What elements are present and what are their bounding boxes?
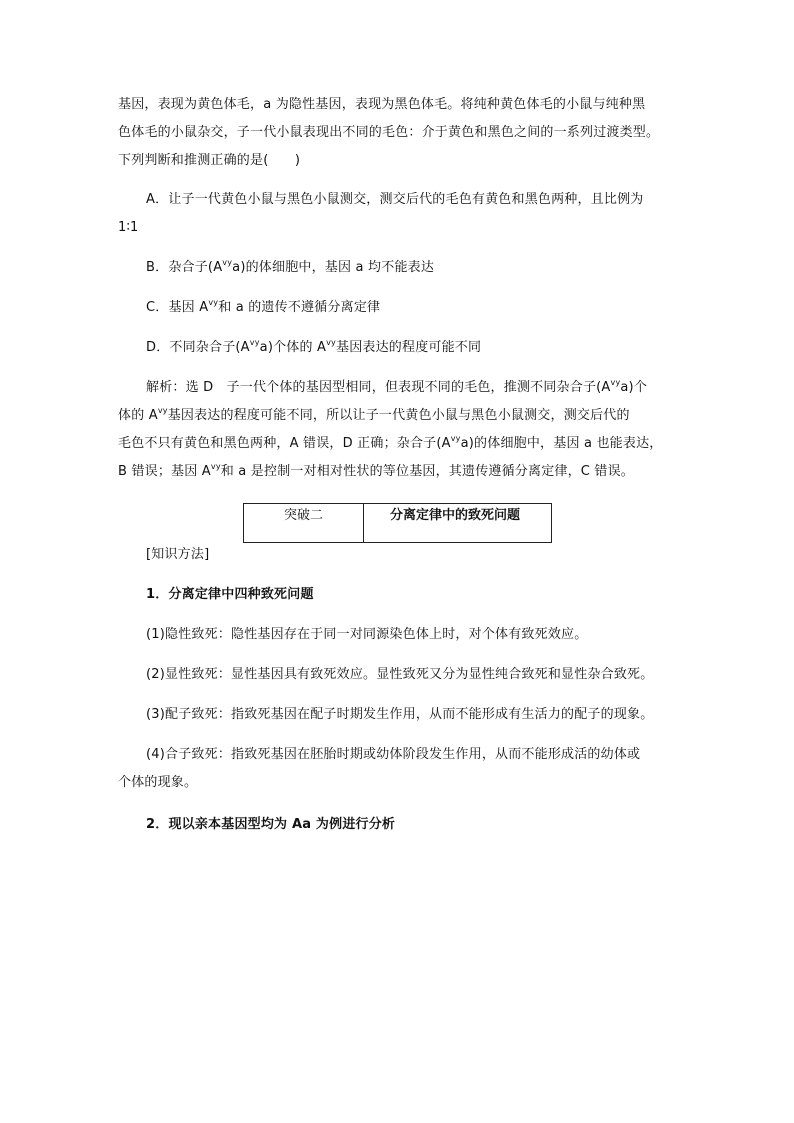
section-box-right: 分离定律中的致死问题 xyxy=(390,508,521,523)
intro-line-1: 基因，表现为黄色体毛，a 为隐性基因，表现为黑色体毛。将纯种黄色体毛的小鼠与纯种黑 xyxy=(118,97,646,112)
option-b xyxy=(146,259,434,277)
analysis-l3-post: a)的体细胞中，基因 a 也能表达， xyxy=(460,436,663,451)
section-box-divider xyxy=(363,504,364,542)
analysis-l4-post: 和 a 是控制一对相对性状的等位基因，其遗传遵循分离定律，C 错误。 xyxy=(220,464,635,479)
option-c-pre: C．基因 A xyxy=(146,300,209,315)
analysis-l1-post: a)个 xyxy=(620,380,648,395)
knowledge-tag: [知识方法] xyxy=(146,547,210,562)
knowledge-item-4-line-1: (4)合子致死：指致死基因在胚胎时期或幼体阶段发生作用，从而不能形成活的幼体或 xyxy=(146,747,641,762)
knowledge-heading-2: 2．现以亲本基因型均为 Aa 为例进行分析 xyxy=(146,817,396,832)
knowledge-item-2: (2)显性致死：显性基因具有致死效应。显性致死又分为显性纯合致死和显性杂合致死。 xyxy=(146,667,654,682)
option-b-pre: B．杂合子(A xyxy=(146,260,223,275)
option-b-post: a)的体细胞中，基因 a 均不能表达 xyxy=(232,260,435,275)
option-c-post: 和 a 的遗传不遵循分离定律 xyxy=(218,300,381,315)
option-c xyxy=(146,299,380,317)
analysis-line-1 xyxy=(146,379,647,397)
option-d-post: 基因表达的程度可能不同 xyxy=(336,340,482,355)
analysis-l2-sup: vy xyxy=(157,405,168,415)
analysis-l2-pre: 体的 A xyxy=(118,408,158,423)
analysis-l4-pre: B 错误；基因 A xyxy=(118,464,211,479)
option-b-sup: vy xyxy=(222,257,233,267)
analysis-line-3 xyxy=(118,435,662,453)
analysis-l3-pre: 毛色不只有黄色和黑色两种，A 错误，D 正确；杂合子(A xyxy=(118,436,451,451)
analysis-l1-sup: vy xyxy=(610,377,621,387)
analysis-l3-sup: vy xyxy=(450,433,461,443)
option-d-sup-2: vy xyxy=(326,337,336,347)
option-d-pre: D．不同杂合子(A xyxy=(146,340,250,355)
analysis-line-4 xyxy=(118,463,634,481)
option-d xyxy=(146,339,481,357)
intro-line-3: 下列判断和推测正确的是( ) xyxy=(118,153,301,168)
knowledge-item-3: (3)配子致死：指致死基因在配子时期发生作用，从而不能形成有生活力的配子的现象。 xyxy=(146,707,654,722)
analysis-line-2 xyxy=(118,407,630,425)
analysis-l4-sup: vy xyxy=(210,461,221,471)
section-title-box xyxy=(243,503,552,543)
intro-line-2: 色体毛的小鼠杂交，子一代小鼠表现出不同的毛色：介于黄色和黑色之间的一系列过渡类型。 xyxy=(118,125,660,140)
analysis-l2-post: 基因表达的程度可能不同，所以让子一代黄色小鼠与黑色小鼠测交，测交后代的 xyxy=(167,408,630,423)
option-c-sup: vy xyxy=(208,297,219,307)
analysis-l1-pre: 解析：选 D 子一代个体的基因型相同，但表现不同的毛色，推测不同杂合子(A xyxy=(146,380,611,395)
option-a-line-2: 1∶1 xyxy=(118,220,139,235)
option-d-mid: a)个体的 A xyxy=(259,340,327,355)
option-a-line-1: A．让子一代黄色小鼠与黑色小鼠测交，测交后代的毛色有黄色和黑色两种，且比例为 xyxy=(146,192,644,207)
knowledge-item-1: (1)隐性致死：隐性基因存在于同一对同源染色体上时，对个体有致死效应。 xyxy=(146,627,588,642)
section-box-left: 突破二 xyxy=(284,508,324,523)
knowledge-item-4-line-2: 个体的现象。 xyxy=(118,775,198,790)
option-d-sup: vy xyxy=(249,337,260,347)
knowledge-heading-1: 1．分离定律中四种致死问题 xyxy=(146,587,314,602)
